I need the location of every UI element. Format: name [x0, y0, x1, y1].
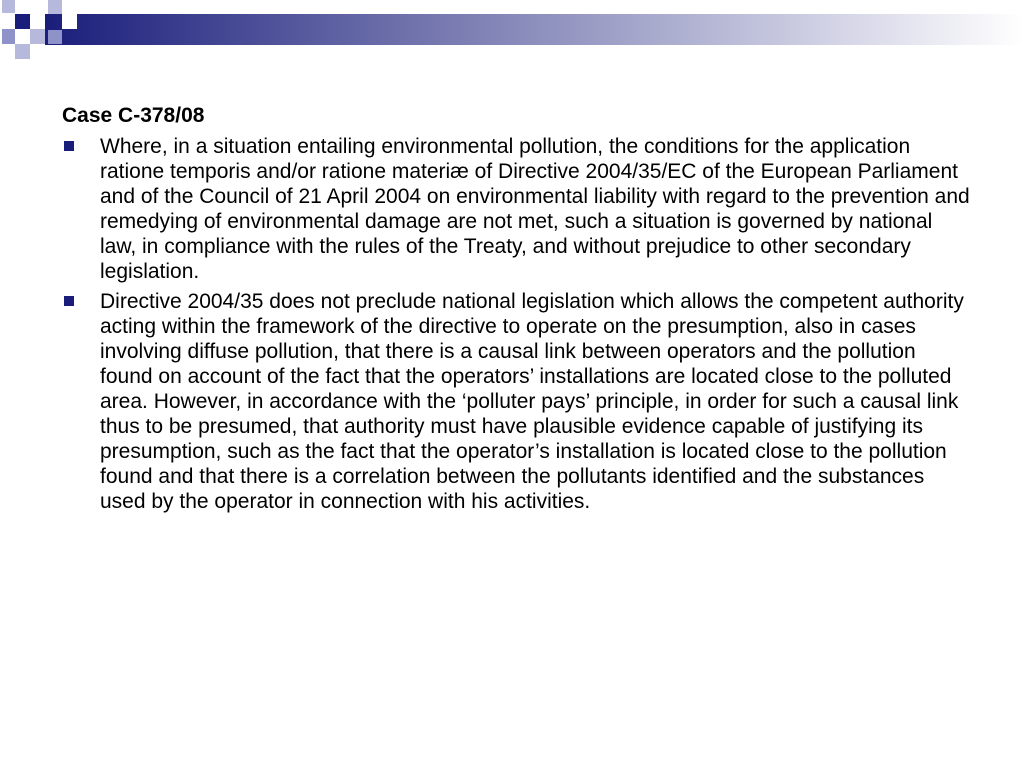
- decor-square: [30, 29, 45, 44]
- decor-square: [62, 14, 77, 29]
- square-bullet-icon: [64, 141, 74, 151]
- bullet-text: Directive 2004/35 does not preclude national legislation which allows the competent authority acting within the framework of the directive to operate on the presumption, also in cases involving diffuse pollution, that there is a causal link between operators and the pollution found on account of the fact that the operators’ installations are located close to the polluted area. However, in accordance with the ‘polluter pays’ principle, in order for such a causal link thus to be presumed, that authority must have plausible evidence capable of justifying its presumption, such as the fact that the operator’s installation is located close to the pollution found and that there is a correlation between the pollutants identified and the substances used by the operator in connection with his activities.: [100, 290, 964, 513]
- bullet-text: Where, in a situation entailing environmental pollution, the conditions for the application ratione temporis and/or ratione materiæ of Directive 2004/35/EC of the European Parliament and of the Council of 21 April 2004 on environmental liability with regard to the prevention and remedying of environmental damage are not met, such a situation is governed by national law, in compliance with the rules of the Treaty, and without prejudice to other secondary legislation.: [100, 135, 970, 283]
- slide-heading: Case C-378/08: [62, 104, 205, 127]
- decor-square: [2, 29, 15, 44]
- decor-square: [15, 44, 30, 59]
- decor-square: [2, 0, 15, 13]
- bullet-item: [62, 134, 972, 284]
- header-decoration: [0, 0, 1024, 70]
- bullet-item: [62, 289, 972, 514]
- square-bullet-icon: [64, 296, 74, 306]
- decor-square: [48, 30, 62, 44]
- decor-square: [48, 0, 62, 14]
- decor-square: [15, 14, 30, 29]
- bullet-list: [62, 134, 972, 514]
- header-gradient-band: [45, 14, 1024, 45]
- slide-content: [62, 102, 972, 519]
